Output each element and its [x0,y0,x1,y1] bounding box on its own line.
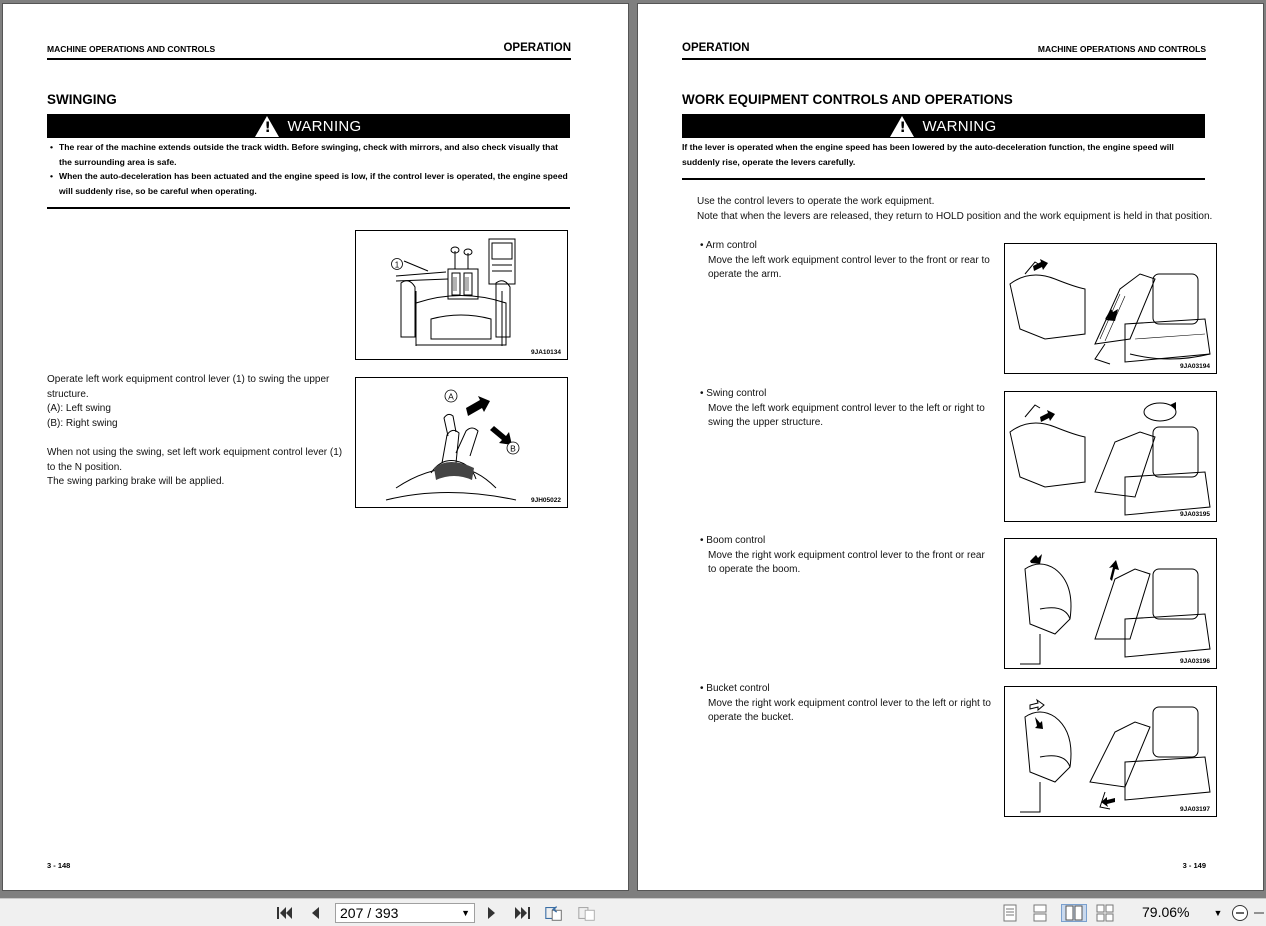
page-header [682,42,1206,60]
page-number-input[interactable] [335,903,475,923]
warning-body: If the lever is operated when the engine speed has been lowered by the auto-deceleration function, the engine speed will suddenly rise, operate the levers carefully. [682,142,1174,167]
text-line: structure. [47,388,89,400]
page-148 [2,3,629,891]
figure-operator-seat [355,230,568,360]
warning-item: • When the auto-deceleration has been actuated and the engine speed is low, if the control lever is operated, the engine speed will suddenly rise, so be careful when operating. [47,169,570,198]
page-indicator: 207 / 393 [340,905,399,921]
page-header [47,42,571,60]
arm-control-text [700,239,1000,283]
operator-seat-illustration [356,231,568,360]
warning-label: WARNING [287,117,362,135]
next-view-icon[interactable] [577,904,597,922]
page-dropdown-icon[interactable]: ▼ [461,908,470,918]
section-title: SWINGING [47,92,117,107]
item-heading: • Arm control [700,240,757,251]
warning-icon [255,116,279,137]
figure-code: 9JA03194 [1180,363,1210,370]
warning-icon [890,116,914,137]
swing-lever-illustration [356,378,568,508]
text-line: operate the bucket. [708,712,794,723]
text-line: operate the arm. [708,269,782,280]
figure-code: 9JA03197 [1180,806,1210,813]
text-line: to operate the boom. [708,564,801,575]
figure-code: 9JA03195 [1180,511,1210,518]
text-line: Move the left work equipment control lever to the front or rear to [708,254,990,266]
zoom-level[interactable]: 79.06% [1142,904,1190,920]
next-page-icon[interactable] [482,904,502,922]
text-line: swing the upper structure. [708,417,824,428]
swing-control-text [700,387,1000,431]
text-line: Move the left work equipment control lever to the left or right to [708,402,985,414]
section-divider [682,178,1205,180]
figure-code: 9JA10134 [531,349,561,356]
page-149 [637,3,1264,891]
text-line: Move the right work equipment control lever to the left or right to [708,697,991,709]
item-heading: • Bucket control [700,683,770,694]
figure-bucket-control [1004,686,1217,817]
text-line: Operate left work equipment control lever (1) to swing the upper [47,374,330,385]
text-line: When not using the swing, set left work equipment control lever (1) [47,447,343,458]
label-b: B [510,443,516,454]
single-page-icon[interactable] [1000,904,1020,922]
warning-item: • The rear of the machine extends outside the track width. Before swinging, check with mirrors, and also check visually that the surrounding area is safe. [47,140,570,169]
right-swing-label: (B): Right swing [47,417,118,429]
swing-instructions [47,373,352,490]
label-a: A [448,391,454,402]
excavator-arm-illustration [1005,244,1217,374]
text-line: Use the control levers to operate the work equipment. [697,196,935,207]
warning-label: WARNING [922,117,997,135]
figure-swing-control [1004,391,1217,522]
first-page-icon[interactable] [275,904,295,922]
prev-view-icon[interactable] [544,904,564,922]
text-line: Note that when the levers are released, they return to HOLD position and the work equipment is held in that position. [697,210,1213,222]
warning-banner [47,114,570,138]
header-chapter: OPERATION [503,42,571,54]
page-number: 3 - 148 [47,861,71,870]
zoom-slider-icon[interactable] [1252,904,1264,922]
header-section: MACHINE OPERATIONS AND CONTROLS [47,44,216,54]
facing-icon[interactable] [1061,904,1087,922]
zoom-out-icon[interactable] [1230,904,1250,922]
zoom-dropdown-icon[interactable]: ▼ [1213,908,1223,918]
excavator-bucket-illustration [1005,687,1217,817]
figure-swing-lever [355,377,568,508]
section-title: WORK EQUIPMENT CONTROLS AND OPERATIONS [682,92,1013,107]
text-line: to the N position. [47,461,123,473]
boom-control-text [700,534,1000,578]
excavator-swing-illustration [1005,392,1217,522]
left-swing-label: (A): Left swing [47,403,111,414]
excavator-boom-illustration [1005,539,1217,669]
figure-code: 9JA03196 [1180,658,1210,665]
figure-boom-control [1004,538,1217,669]
section-divider [47,207,570,209]
last-page-icon[interactable] [512,904,532,922]
figure-arm-control [1004,243,1217,374]
figure-code: 9JH05022 [531,497,561,504]
page-number: 3 - 149 [1182,861,1206,870]
warning-body [47,140,570,198]
header-section: MACHINE OPERATIONS AND CONTROLS [1037,44,1206,54]
bucket-control-text [700,682,1000,726]
item-heading: • Boom control [700,535,766,546]
continuous-icon[interactable] [1030,904,1050,922]
continuous-facing-icon[interactable] [1095,904,1115,922]
text-line: Move the right work equipment control lever to the front or rear [708,549,985,561]
callout-1: 1 [394,260,400,270]
viewer-toolbar [0,898,1266,926]
item-heading: • Swing control [700,388,767,399]
prev-page-icon[interactable] [305,904,325,922]
warning-banner [682,114,1205,138]
intro-text [697,195,1227,224]
text-line: The swing parking brake will be applied. [47,476,225,487]
header-chapter: OPERATION [682,42,750,54]
